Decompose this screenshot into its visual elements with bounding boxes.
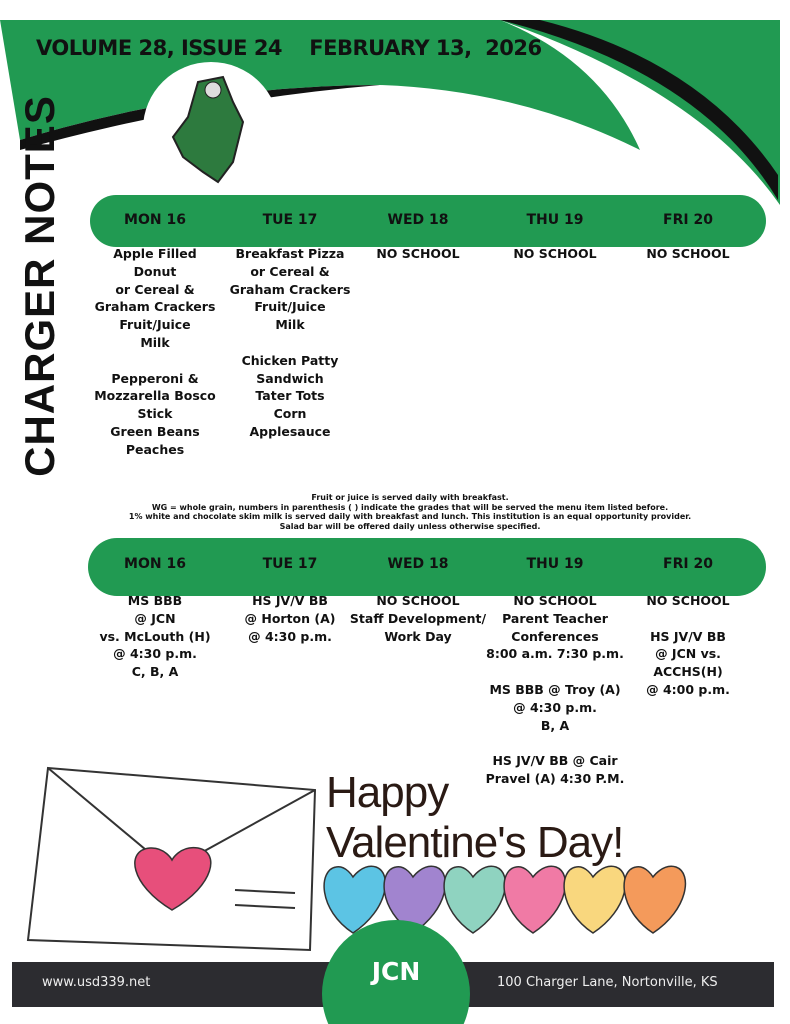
day-header: MON 16 (124, 556, 186, 572)
column-line: Fruit/Juice (254, 299, 326, 315)
day-header: FRI 20 (663, 212, 713, 228)
column-line: Conferences (511, 628, 599, 644)
day-header: TUE 17 (262, 212, 318, 228)
day-header: FRI 20 (663, 556, 713, 572)
column-line (85, 352, 225, 370)
column-line: Work Day (384, 628, 452, 644)
column-line: MS BBB @ Troy (A) (489, 681, 621, 697)
column-line: Corn (273, 406, 307, 422)
column-line: @ Horton (A) (244, 610, 336, 626)
column-line: or Cereal & (115, 281, 195, 297)
column-line: Parent Teacher (502, 610, 608, 626)
column-line: 8:00 a.m. 7:30 p.m. (486, 646, 624, 662)
day-header: TUE 17 (262, 556, 318, 572)
column-line: @ 4:30 p.m. (113, 646, 197, 662)
jcn-logo-text: JCN (371, 957, 421, 986)
address: 100 Charger Lane, Nortonville, KS (497, 975, 718, 990)
day-header: MON 16 (124, 212, 186, 228)
candy-heart-icon (504, 866, 565, 933)
greeting-line-2: Valentine's Day! (326, 818, 624, 867)
day-column (618, 245, 758, 263)
website-link[interactable]: www.usd339.net (42, 975, 151, 990)
column-line: Staff Development/ (349, 610, 487, 626)
column-line: Chicken Patty (241, 352, 339, 368)
column-line: @ JCN vs. (655, 646, 721, 662)
day-header: WED 18 (387, 556, 449, 572)
column-line: NO SCHOOL (646, 593, 730, 608)
column-line (485, 734, 625, 752)
column-line (485, 663, 625, 681)
column-line: Apple Filled (113, 246, 197, 261)
note-line: Salad bar will be offered daily unless otherwise specified. (279, 521, 541, 531)
column-line: NO SCHOOL (376, 593, 460, 608)
column-line: Sandwich (256, 370, 324, 386)
column-line: C, B, A (131, 664, 179, 680)
column-line: HS JV/V BB (650, 628, 726, 644)
column-line: Applesauce (249, 423, 331, 439)
day-column (485, 592, 625, 788)
column-line: ACCHS(H) (653, 664, 723, 680)
column-line: Green Beans (110, 423, 200, 439)
column-line: Donut (133, 263, 177, 279)
column-line: Fruit/Juice (119, 317, 191, 333)
newsletter-title: CHARGER NOTES (16, 95, 63, 477)
column-line: NO SCHOOL (646, 246, 730, 261)
column-line: Milk (275, 317, 305, 333)
column-line: Breakfast Pizza (235, 246, 345, 261)
column-line: @ 4:30 p.m. (513, 699, 597, 715)
day-column (618, 592, 758, 699)
column-line: Mozzarella Bosco (94, 388, 216, 404)
column-line: B, A (540, 717, 570, 733)
column-line: NO SCHOOL (513, 246, 597, 261)
day-header: THU 19 (526, 556, 584, 572)
candy-heart-icon (444, 866, 505, 933)
column-line: vs. McLouth (H) (99, 628, 211, 644)
column-line: or Cereal & (250, 263, 330, 279)
day-header: THU 19 (526, 212, 584, 228)
column-line: @ JCN (134, 610, 176, 626)
volume-issue: VOLUME 28, ISSUE 24 (36, 36, 283, 60)
candy-heart-icon (564, 866, 625, 933)
column-line (618, 610, 758, 628)
valentine-greeting (326, 768, 623, 868)
note-line: 1% white and chocolate skim milk is served daily with breakfast and lunch. This institution is an equal opportunity provider. (128, 512, 692, 521)
envelope-icon (20, 760, 320, 955)
day-header: WED 18 (387, 212, 449, 228)
note-line: Fruit or juice is served daily with breakfast. (311, 493, 509, 502)
column-line: @ 4:30 p.m. (248, 628, 332, 644)
column-line: Graham Crackers (229, 281, 351, 297)
column-line: MS BBB (127, 593, 183, 608)
column-line (220, 334, 360, 352)
candy-heart-icon (624, 866, 685, 933)
issue-date: FEBRUARY 13, 2026 (309, 36, 542, 60)
column-line: Milk (140, 334, 170, 350)
day-column (348, 592, 488, 645)
column-line: @ 4:00 p.m. (646, 681, 730, 697)
column-line: Tater Tots (255, 388, 325, 404)
column-line: Stick (137, 406, 173, 422)
day-column (220, 245, 360, 441)
day-column (348, 245, 488, 263)
column-line: NO SCHOOL (513, 593, 597, 608)
column-line: HS JV/V BB (252, 593, 328, 608)
day-column (85, 245, 225, 459)
charger-logo (143, 62, 279, 196)
column-line: Peaches (125, 441, 185, 457)
column-line: HS JV/V BB @ Cair (492, 753, 618, 769)
column-line: Graham Crackers (94, 299, 216, 315)
day-column (85, 592, 225, 681)
column-line: Pepperoni & (111, 370, 199, 386)
note-line: WG = whole grain, numbers in parenthesis ( ) indicate the grades that will be served the menu item listed before. (151, 502, 669, 512)
day-column (220, 592, 360, 645)
menu-notes (100, 493, 720, 531)
greeting-line-1: Happy (326, 768, 449, 817)
column-line: NO SCHOOL (376, 246, 460, 261)
day-column (485, 245, 625, 263)
column-line: Pravel (A) 4:30 P.M. (485, 770, 625, 786)
issue-header (36, 36, 542, 60)
